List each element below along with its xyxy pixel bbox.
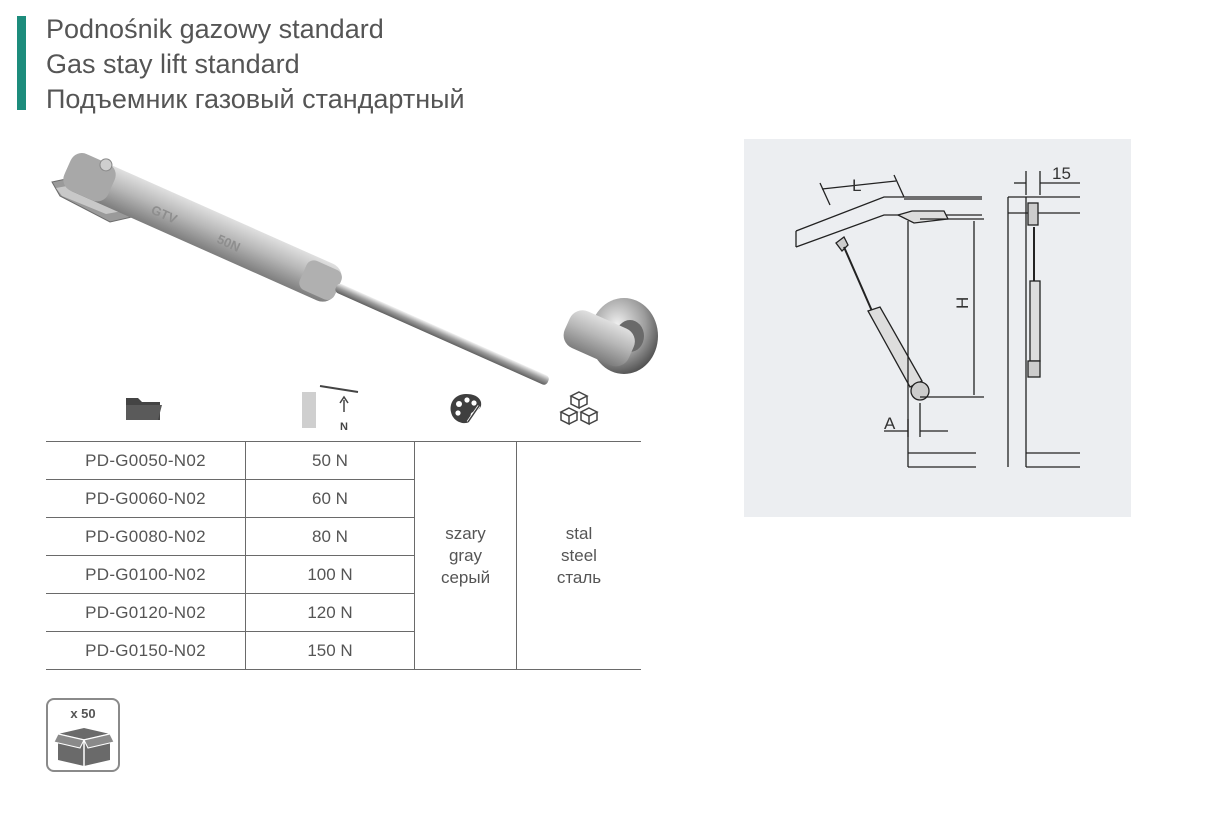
force-value: 100 N <box>246 556 415 594</box>
color-polish: szary <box>445 523 486 543</box>
force-value: 150 N <box>246 632 415 670</box>
product-code: PD-G0050-N02 <box>46 442 246 480</box>
product-code: PD-G0150-N02 <box>46 632 246 670</box>
material-russian: сталь <box>556 567 602 587</box>
piston-rod <box>334 282 550 385</box>
packaging-quantity: x 50 <box>70 706 96 721</box>
cylinder-body <box>59 146 347 307</box>
product-code: PD-G0120-N02 <box>46 594 246 632</box>
gas-lift-product-photo <box>30 92 690 412</box>
dimension-l-label: L <box>852 176 862 195</box>
force-value: 80 N <box>246 518 415 556</box>
table-row <box>46 442 641 480</box>
installation-diagram <box>744 139 1131 517</box>
dimension-a-label: A <box>884 414 896 433</box>
table-header-icons <box>46 380 644 440</box>
title-russian: Подъемник газовый стандартный <box>46 84 465 114</box>
cubes-icon <box>558 390 600 428</box>
color-english: gray <box>448 545 483 565</box>
brand-mark: GTV <box>148 202 180 227</box>
dimension-h-label: H <box>953 296 972 309</box>
material-polish: stal <box>565 523 593 543</box>
force-value: 120 N <box>246 594 415 632</box>
material-cell <box>517 442 642 670</box>
dimension-15-label: 15 <box>1052 164 1071 183</box>
title-english: Gas stay lift standard <box>46 49 300 79</box>
color-russian: серый <box>440 567 491 587</box>
force-icon-unit: N <box>340 421 348 432</box>
product-code: PD-G0100-N02 <box>46 556 246 594</box>
color-cell <box>415 442 517 670</box>
title-polish: Podnośnik gazowy standard <box>46 14 384 44</box>
brand-accent-bar <box>17 16 26 110</box>
product-code: PD-G0080-N02 <box>46 518 246 556</box>
packaging-quantity-badge <box>46 698 120 772</box>
material-english: steel <box>561 545 597 565</box>
box-icon <box>54 724 114 768</box>
folder-icon <box>124 394 164 422</box>
force-mark: 50N <box>214 231 243 255</box>
force-value: 50 N <box>246 442 415 480</box>
right-end-fitting <box>559 298 658 374</box>
force-icon <box>300 382 360 432</box>
spec-table <box>46 441 641 670</box>
product-code: PD-G0060-N02 <box>46 480 246 518</box>
force-value: 60 N <box>246 480 415 518</box>
palette-icon <box>448 392 484 426</box>
